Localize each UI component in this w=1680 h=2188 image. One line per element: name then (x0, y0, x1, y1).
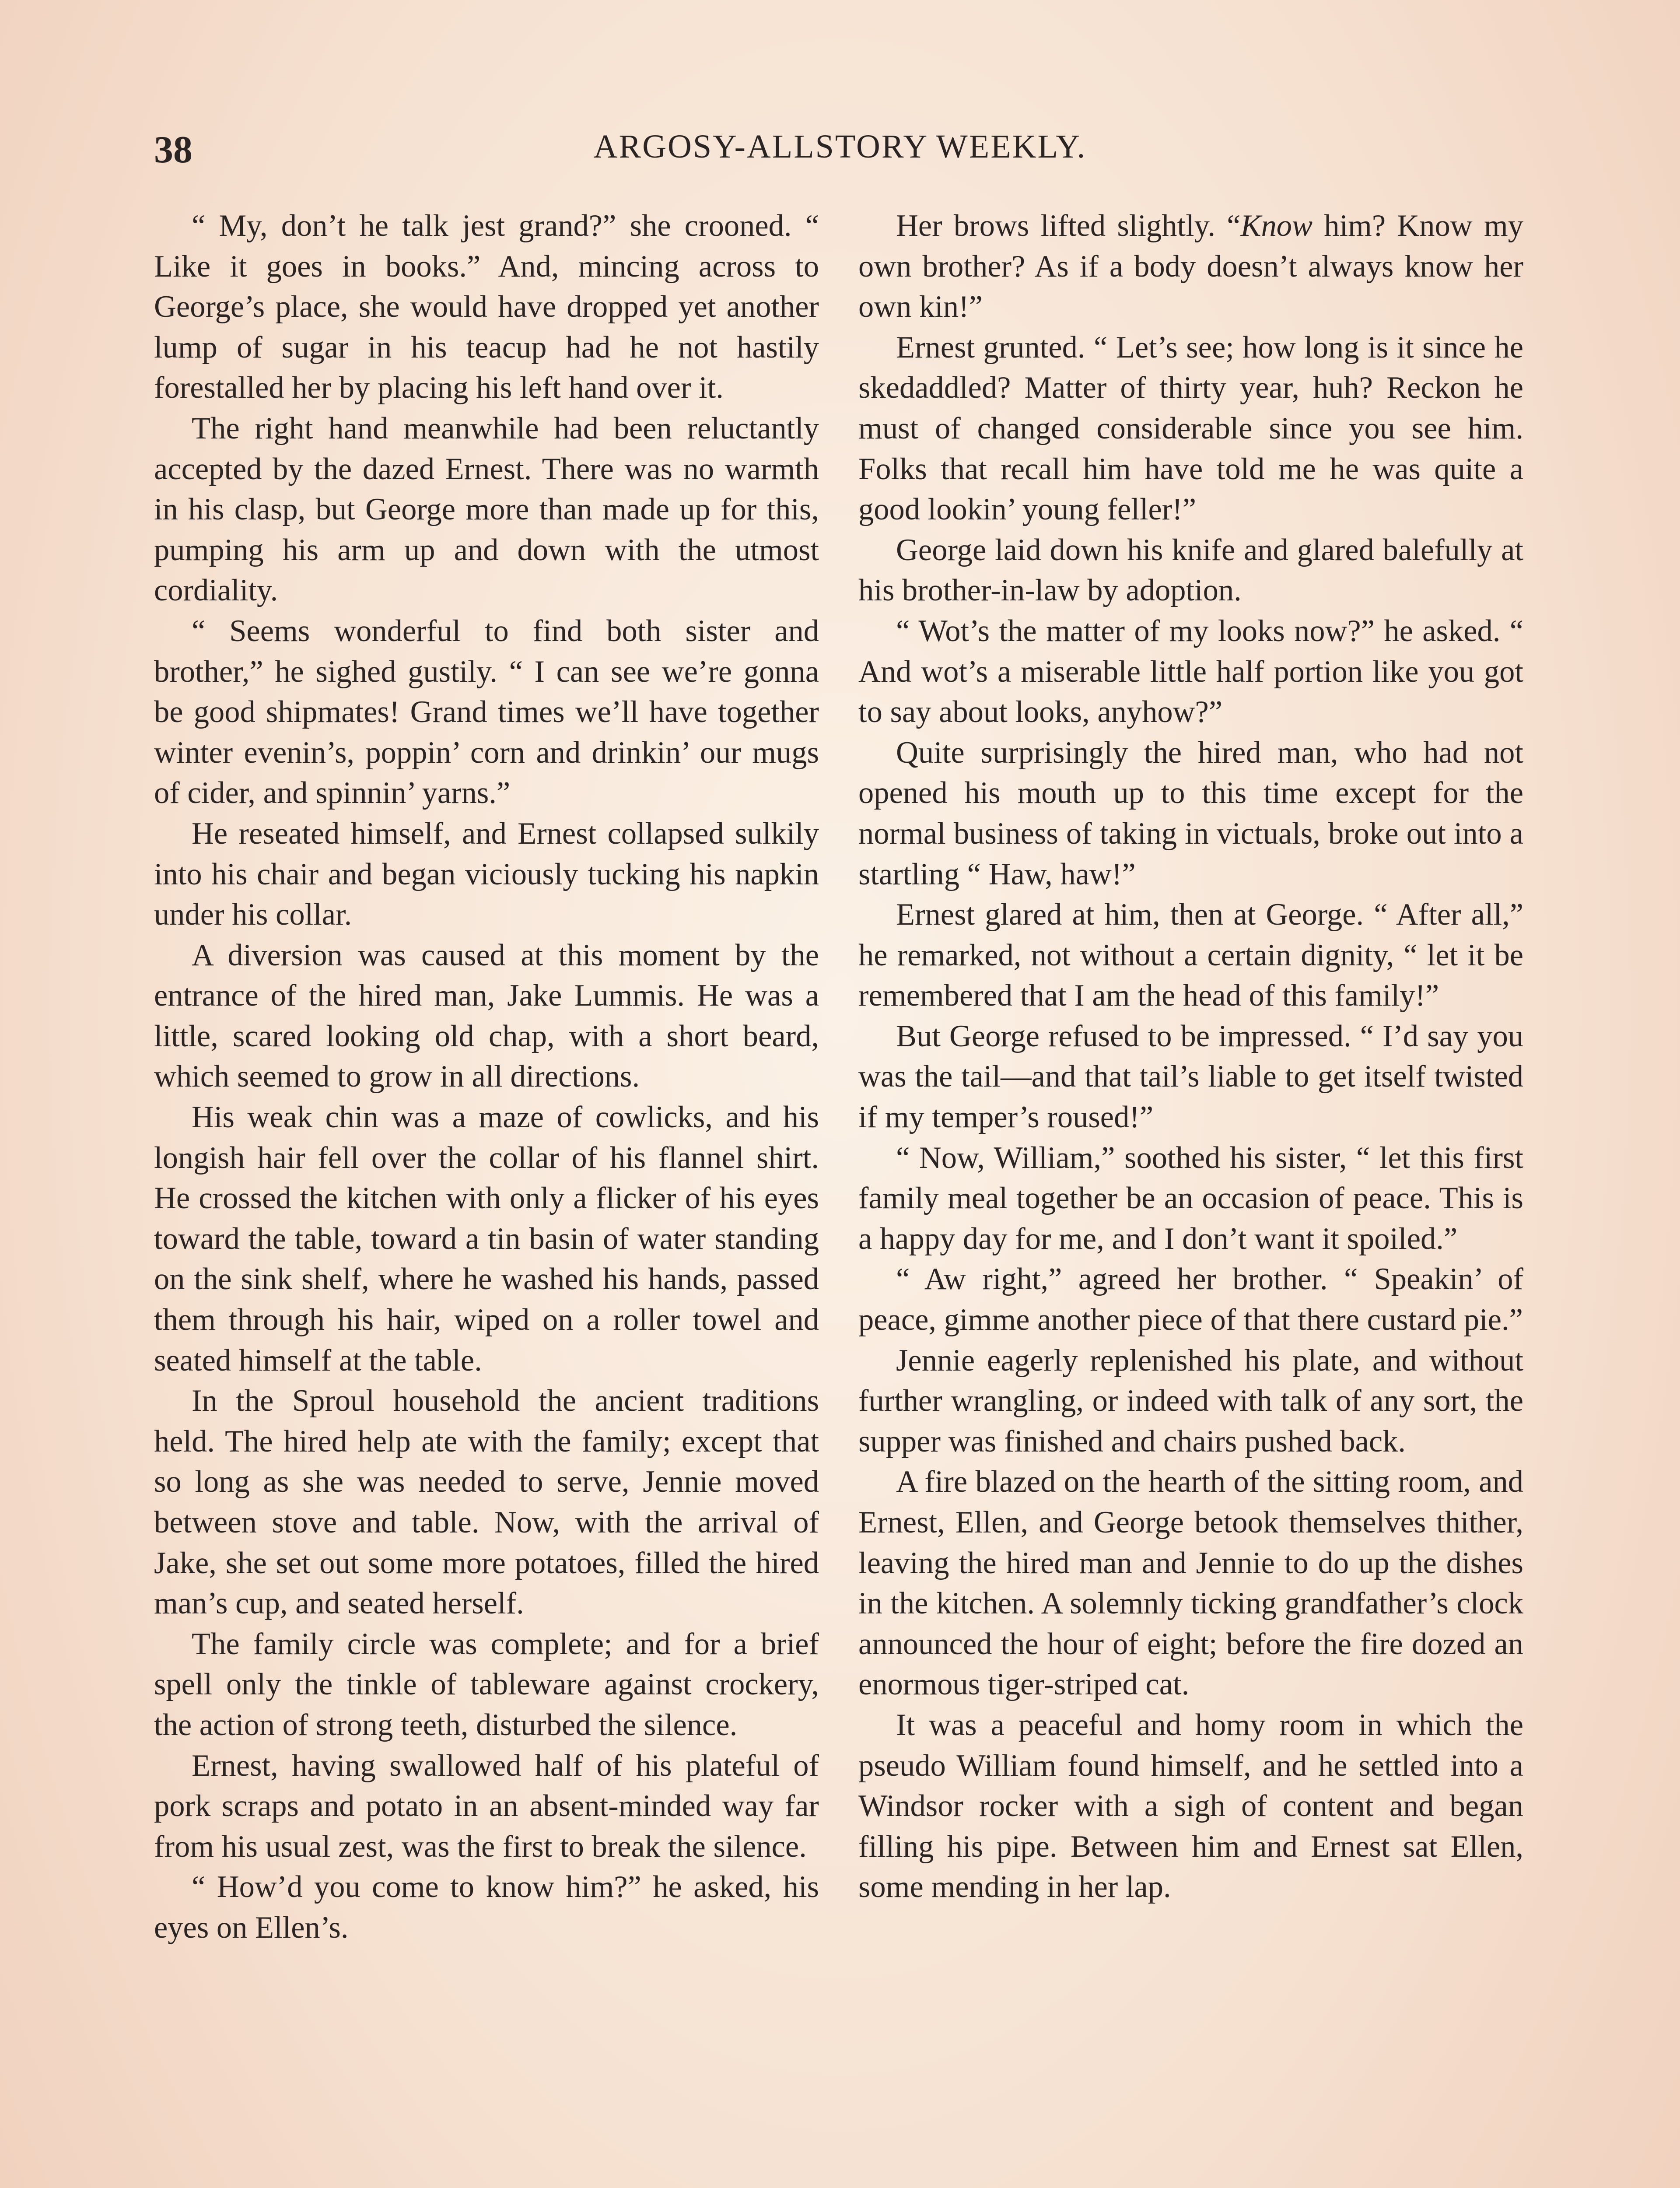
paragraph: “ How’d you come to know him?” he asked, his eyes on Ellen’s. (154, 1870, 819, 1945)
paragraph: The right hand meanwhile had been reluctantly accepted by the dazed Ernest. There was no warmth in his clasp, but George more than made up for this, pumping his arm up and down with the utmost cordiality. (154, 411, 819, 608)
right-column (858, 206, 1523, 1907)
paragraph: The family circle was complete; and for a brief spell only the tinkle of tableware against crockery, the action of strong teeth, disturbed the silence. (154, 1627, 819, 1742)
paragraph: He reseated himself, and Ernest collapsed sulkily into his chair and began viciously tucking his napkin under his collar. (154, 816, 819, 932)
paragraph: “ My, don’t he talk jest grand?” she crooned. “ Like it goes in books.” And, mincing across to George’s place, she would have dropped yet another lump of sugar in his teacup had he not hastily forestalled her by placing his left hand over it. (154, 209, 819, 405)
paragraph: A fire blazed on the hearth of the sitting room, and Ernest, Ellen, and George betook themselves thither, leaving the hired man and Jennie to do up the dishes in the kitchen. A solemnly ticking grandfather’s clock announced the hour of eight; before the fire dozed an enormous tiger-striped cat. (858, 1465, 1523, 1702)
paragraph: A diversion was caused at this moment by the entrance of the hired man, Jake Lummis. He was a little, scared looking old chap, with a short beard, which seemed to grow in all directions. (154, 938, 819, 1094)
page-number: 38 (154, 129, 192, 171)
emphasized-word: Know (1240, 209, 1313, 243)
paragraph: His weak chin was a maze of cowlicks, and his longish hair fell over the collar of his flannel shirt. He crossed the kitchen with only a flicker of his eyes toward the table, toward a tin basin of water standing on the sink shelf, where he washed his hands, passed them through his hair, wiped on a roller towel and seated himself at the table. (154, 1100, 819, 1378)
paragraph: Jennie eagerly replenished his plate, and without further wrangling, or indeed with talk of any sort, the supper was finished and chairs pushed back. (858, 1343, 1523, 1459)
paragraph: “ Aw right,” agreed her brother. “ Speakin’ of peace, gimme another piece of that there custard pie.” (858, 1262, 1523, 1337)
paragraph: It was a peaceful and homy room in which the pseudo William found himself, and he settled into a Windsor rocker with a sigh of content and began filling his pipe. Between him and Ernest sat Ellen, some mending in her lap. (858, 1708, 1523, 1904)
paragraph: In the Sproul household the ancient traditions held. The hired help ate with the family; except that so long as she was needed to serve, Jennie moved between stove and table. Now, with the arrival of Jake, she set out some more potatoes, filled the hired man’s cup, and seated herself. (154, 1384, 819, 1621)
paragraph: George laid down his knife and glared balefully at his brother-in-law by adoption. (858, 533, 1523, 608)
paragraph: But George refused to be impressed. “ I’d say you was the tail—and that tail’s liable to get itself twisted if my temper’s roused!” (858, 1019, 1523, 1135)
paragraph: Ernest glared at him, then at George. “ After all,” he remarked, not without a certain dignity, “ let it be remembered that I am the head of this family!” (858, 898, 1523, 1013)
text-run: Her brows lifted slightly. “ (896, 209, 1241, 243)
paragraph: Quite surprisingly the hired man, who had not opened his mouth up to this time except for the normal business of taking in victuals, broke out into a startling “ Haw, haw!” (858, 735, 1523, 891)
paragraph: Ernest, having swallowed half of his plateful of pork scraps and potato in an absent-minded way far from his usual zest, was the first to break the silence. (154, 1748, 819, 1864)
paragraph (858, 206, 1523, 327)
paragraph: “ Now, William,” soothed his sister, “ let this first family meal together be an occasion of peace. This is a happy day for me, and I don’t want it spoiled.” (858, 1140, 1523, 1256)
paragraph: “ Seems wonderful to find both sister and brother,” he sighed gustily. “ I can see we’re gonna be good shipmates! Grand times we’ll have together winter evenin’s, poppin’ corn and drinkin’ our mugs of cider, and spinnin’ yarns.” (154, 614, 819, 810)
paragraph: Ernest grunted. “ Let’s see; how long is it since he skedaddled? Matter of thirty year, huh? Reckon he must of changed considerable since you see him. Folks that recall him have told me he was quite a good lookin’ young feller!” (858, 330, 1523, 527)
left-column (154, 206, 819, 1948)
running-head: ARGOSY-ALLSTORY WEEKLY. (593, 128, 1087, 165)
text-run: him? Know my own brother? As if a body doesn’t always know her own kin!” (858, 209, 1523, 324)
paragraph: “ Wot’s the matter of my looks now?” he asked. “ And wot’s a miserable little half portion like you got to say about looks, anyhow?” (858, 614, 1523, 729)
